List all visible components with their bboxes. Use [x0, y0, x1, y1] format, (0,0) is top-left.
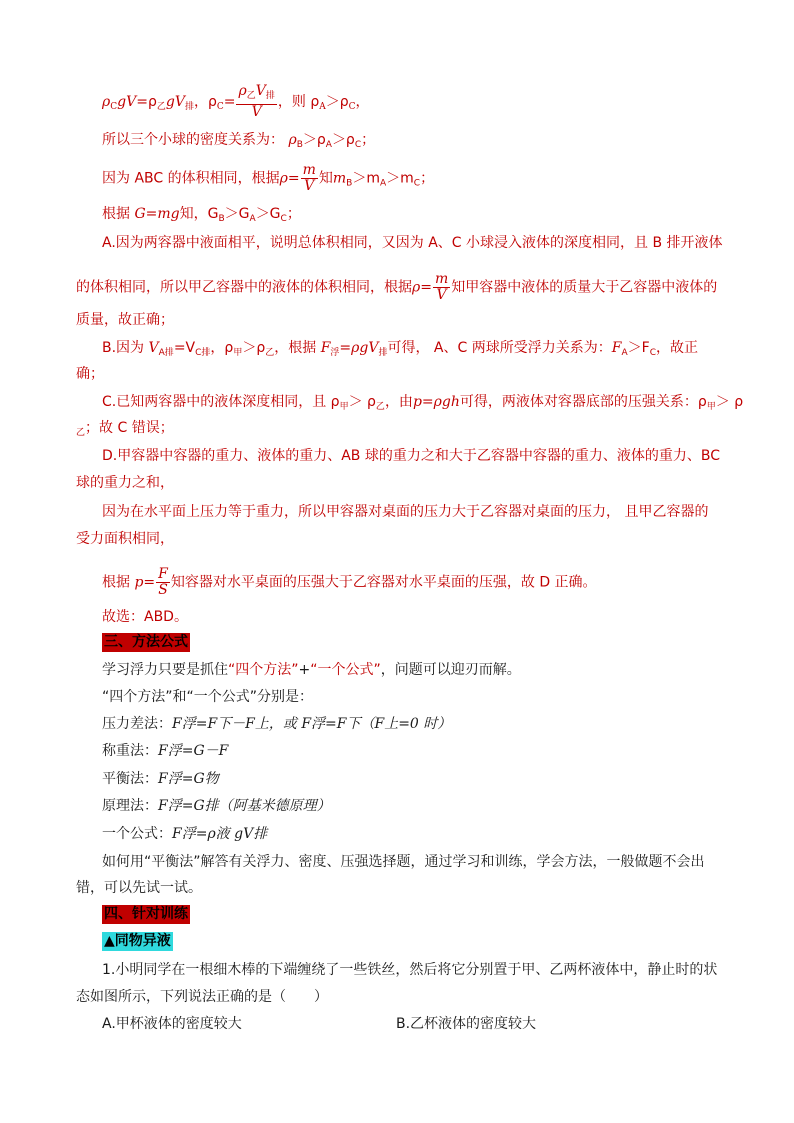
- comma-rho: ，ρ: [193, 94, 217, 110]
- solution-line-2: 所以三个小球的密度关系为： $\rho_B>\rho_A>\rho_C$；: [102, 132, 376, 150]
- section-heading-methods: 三、方法公式: [104, 634, 188, 650]
- g-symbol: g: [117, 94, 127, 110]
- methods-list-intro: “四个方法”和“一个公式”分别是：: [102, 689, 314, 705]
- answer-line: 故选：ABD。: [102, 609, 188, 625]
- subscript: C: [348, 102, 356, 112]
- method-pressure-difference: 压力差法：F浮=F下－F上，或 F浮=F下（F上=0 时）: [102, 716, 452, 732]
- formula: F浮=F下－F上，或 F浮=F下（F上=0 时）: [172, 716, 452, 732]
- fraction: $\frac{\rho_乙V_排}{V}$: [238, 83, 275, 120]
- g-symbol: g: [165, 94, 175, 110]
- option-a-explain-3: 质量，故正确；: [76, 312, 174, 328]
- rho-symbol: ρ: [102, 94, 111, 110]
- formula: F浮=G物: [158, 771, 219, 787]
- v-symbol: V: [174, 94, 185, 110]
- subscript: A: [325, 140, 332, 150]
- method-principle: 原理法：F浮=G排（阿基米德原理）: [102, 798, 331, 814]
- equals-rho: =ρ: [136, 94, 157, 110]
- subscript: C: [110, 102, 118, 112]
- relation: ＞ρ: [302, 132, 326, 148]
- subscript: C: [354, 140, 362, 150]
- question-1-line-2: 态如图所示，下列说法正确的是（ ）: [76, 989, 328, 1005]
- subscript: C: [216, 102, 224, 112]
- line-text: 因为 ABC 的体积相同，根据: [102, 170, 280, 187]
- section-heading-training: 四、针对训练: [104, 906, 188, 922]
- line-text: 所以三个小球的密度关系为：: [102, 132, 284, 148]
- option-d-explain-2: 球的重力之和，: [76, 475, 174, 491]
- method-formula: 一个公式：F浮=ρ液 gV排: [102, 826, 268, 842]
- fraction: $\frac{m}{V}$: [434, 271, 449, 303]
- option-d-explain-4: 受力面积相同，: [76, 531, 174, 547]
- methods-intro: 学习浮力只要是抓住“四个方法”+“一个公式”，问题可以迎刃而解。: [102, 662, 521, 678]
- solution-line-1: $\rho_CgV=\rho_乙gV_排$，$\rho_C=$ $\frac{\rho_乙V_排}{V}$ ，则 $\rho_A>\rho_C$，: [102, 83, 370, 120]
- option-d-explain-5: 根据 p= $\frac{F}{S}$ 知容器对水平桌面的压强大于乙容器对水平桌面的压强，故 D 正确。: [102, 566, 597, 598]
- relation: ＞ρ: [331, 132, 355, 148]
- method-weighing: 称重法：F浮=G－F: [102, 743, 229, 759]
- then-text: ，则 ρ: [277, 94, 320, 110]
- question-1-line-1: 1.小明同学在一根细木棒的下端缠绕了一些铁丝，然后将它分别置于甲、乙两杯液体中，静止时的状: [102, 962, 718, 978]
- option-b-explain-1: B.因为 $V_{A排}=V_{C排}$，$\rho_甲>\rho_乙$，根据 $F_浮=\rho gV_排$可得， A、C 两球所受浮力关系为：$F_A>F_C$，故正: [102, 340, 698, 358]
- advice-line-2: 错，可以先试一试。: [76, 880, 202, 896]
- option-a-explain-2: 的体积相同，所以甲乙容器中的液体的体积相同，根据ρ= $\frac{m}{V}$ 知甲容器中液体的质量大于乙容器中液体的: [76, 271, 718, 303]
- subscript: B: [296, 140, 303, 150]
- formula: F浮=G排（阿基米德原理）: [158, 798, 331, 814]
- option-a[interactable]: A.甲杯液体的密度较大: [102, 1016, 242, 1032]
- option-d-explain-1: D.甲容器中容器的重力、液体的重力、AB 球的重力之和大于乙容器中容器的重力、液体的重力、BC: [102, 448, 720, 464]
- formula: G=mg: [134, 206, 180, 222]
- option-b[interactable]: B.乙杯液体的密度较大: [396, 1016, 537, 1032]
- rho-symbol: ρ: [288, 132, 297, 148]
- option-c-explain-2: $_乙$；故 C 错误；: [76, 420, 174, 438]
- option-d-explain-3: 因为在水平面上压力等于重力，所以甲容器对桌面的压力大于乙容器对桌面的压力， 且甲乙容器的: [102, 504, 709, 520]
- fraction: $\frac{m}{V}$: [302, 162, 316, 194]
- method-balance: 平衡法：F浮=G物: [102, 771, 219, 787]
- formula: ρ=: [279, 170, 300, 187]
- subscript: 乙: [156, 102, 166, 112]
- formula: F浮=ρ液 gV排: [172, 826, 268, 842]
- option-a-explain-1: A.因为两容器中液面相平，说明总体积相同，又因为 A、C 小球浸入液体的深度相同，且 B 排开液体: [102, 235, 723, 251]
- subheading-same-object: ▲同物异液: [104, 933, 171, 949]
- advice-line-1: 如何用“平衡法”解答有关浮力、密度、压强选择题，通过学习和训练，学会方法，一般做题不会出: [102, 854, 705, 870]
- option-c-explain-1: C.已知两容器中的液体深度相同，且 $\rho_甲> \rho_乙$，由p=ρgh可得，两液体对容器底部的压强关系：$\rho_甲> \rho$: [102, 394, 744, 412]
- formula: F浮=G－F: [158, 743, 229, 759]
- solution-line-4: 根据 G=mg知，$G_B>G_A>G_C$；: [102, 206, 301, 224]
- fraction: $\frac{F}{S}$: [158, 566, 168, 598]
- relation: ＞ρ: [325, 94, 349, 110]
- solution-line-3: 因为 ABC 的体积相同，根据ρ= $\frac{m}{V}$ 知$m_B>m_A>m_C$；: [102, 162, 435, 194]
- v-symbol: V: [126, 94, 137, 110]
- subscript: 排: [184, 102, 194, 112]
- option-b-explain-2: 确；: [76, 366, 104, 382]
- subscript: A: [319, 102, 326, 112]
